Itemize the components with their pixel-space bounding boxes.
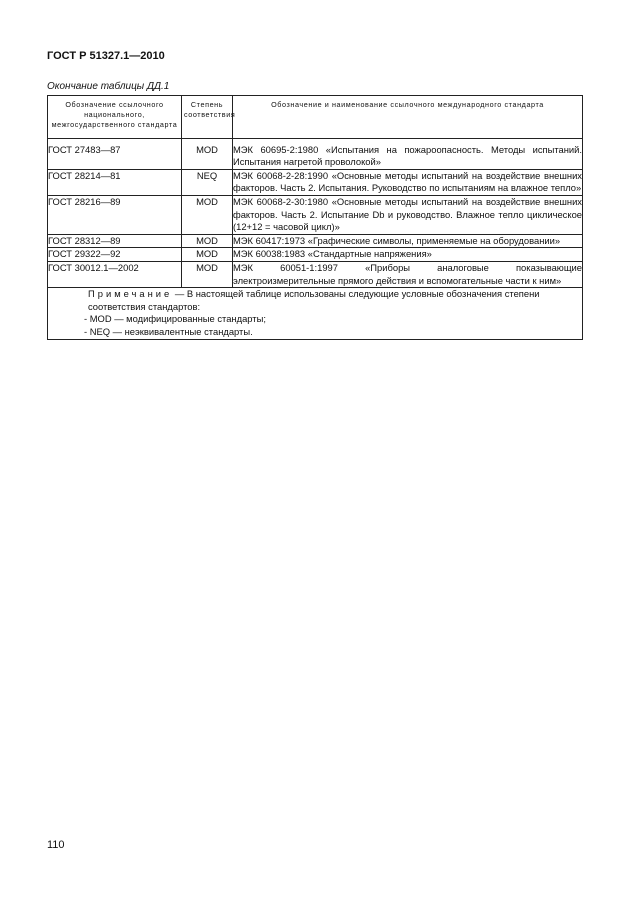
table-row: [48, 195, 583, 234]
international-standard-cell: МЭК 60038:1983 «Стандартные напряжения»: [233, 248, 583, 262]
table-header-row: [48, 96, 583, 139]
degree-cell: MOD: [182, 234, 233, 248]
national-standard-cell: ГОСТ 28312—89: [48, 234, 182, 248]
table-row: [48, 169, 583, 195]
note-label: Примечание: [88, 288, 173, 300]
note-item-mod: - MOD — модифицированные стандарты;: [84, 313, 266, 325]
column-header-national: Обозначение ссылочного национального, межгосударственного стандарта: [48, 96, 182, 139]
degree-cell: NEQ: [182, 169, 233, 195]
international-standard-cell: МЭК 60051-1:1997 «Приборы аналоговые показывающие электроизмерительные прямого действия и вспомогательные части к ним»: [233, 261, 583, 287]
national-standard-cell: ГОСТ 30012.1—2002: [48, 261, 182, 287]
national-standard-cell: ГОСТ 28214—81: [48, 169, 182, 195]
table-row: [48, 234, 583, 248]
page-number: 110: [47, 839, 65, 851]
international-standard-cell: МЭК 60417:1973 «Графические символы, применяемые на оборудовании»: [233, 234, 583, 248]
document-header: ГОСТ Р 51327.1—2010: [47, 50, 165, 62]
degree-cell: MOD: [182, 248, 233, 262]
note-item-neq: - NEQ — неэквивалентные стандарты.: [84, 325, 253, 337]
table-caption: Окончание таблицы ДД.1: [47, 81, 170, 92]
international-standard-cell: МЭК 60695-2:1980 «Испытания на пожароопасность. Методы испытаний. Испытания нагретой проволокой»: [233, 138, 583, 169]
table-note: [48, 288, 583, 339]
degree-cell: MOD: [182, 195, 233, 234]
table-row: [48, 138, 583, 169]
note-text: — В настоящей таблице использованы следующие условные обозначения степени соответствия стандартов:: [88, 288, 540, 312]
degree-cell: MOD: [182, 261, 233, 287]
column-header-international: Обозначение и наименование ссылочного международного стандарта: [233, 96, 583, 139]
international-standard-cell: МЭК 60068-2-28:1990 «Основные методы испытаний на воздействие внешних факторов. Часть 2. Испытания. Руководство по испытаниям на влажное тепло»: [233, 169, 583, 195]
national-standard-cell: ГОСТ 29322—92: [48, 248, 182, 262]
table-row: [48, 261, 583, 287]
national-standard-cell: ГОСТ 27483—87: [48, 138, 182, 169]
international-standard-cell: МЭК 60068-2-30:1980 «Основные методы испытаний на воздействие внешних факторов. Часть 2. Испытание Db и руководство. Влажное тепло циклическое (12+12 = часовой цикл)»: [233, 195, 583, 234]
column-header-degree: Степень соответствия: [182, 96, 233, 139]
reference-standards-table: [47, 95, 583, 340]
national-standard-cell: ГОСТ 28216—89: [48, 195, 182, 234]
degree-cell: MOD: [182, 138, 233, 169]
table-row: [48, 248, 583, 262]
note-paragraph: [48, 288, 582, 313]
table-note-row: [48, 288, 583, 339]
